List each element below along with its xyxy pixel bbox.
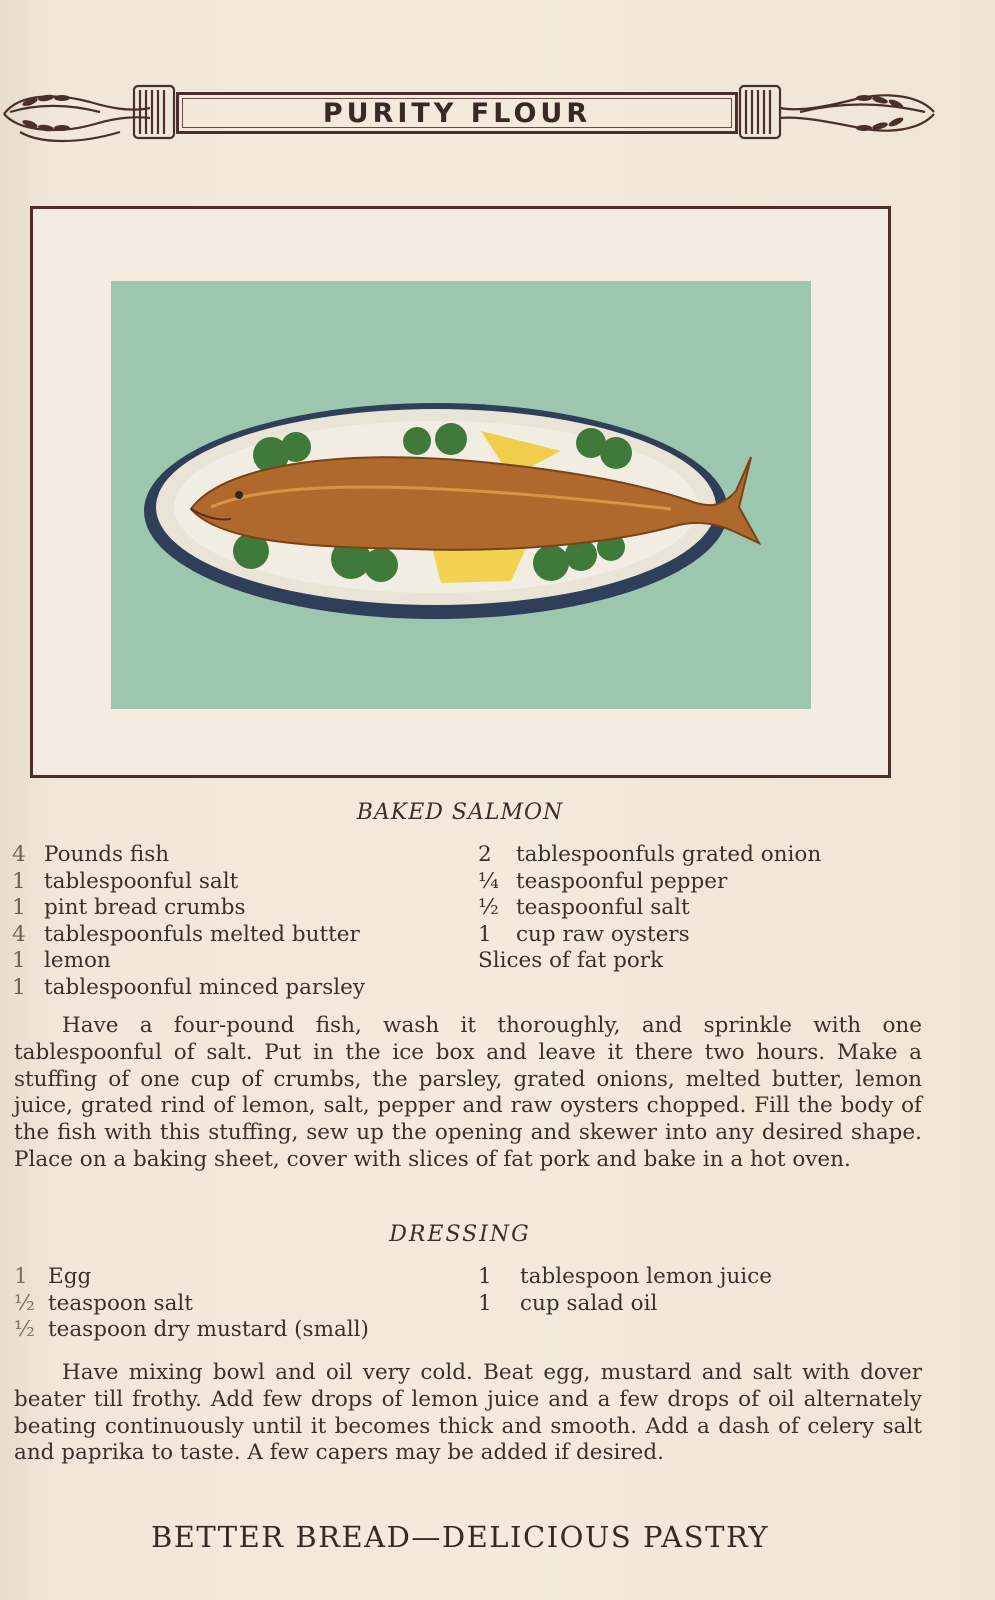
- ingredient-row: 2 tablespoonfuls grated onion: [478, 842, 822, 867]
- header-banner: [0, 72, 940, 152]
- dressing-ingredients-right: [478, 1264, 772, 1317]
- footer-slogan: BETTER BREAD—DELICIOUS PASTRY: [150, 1520, 770, 1554]
- dressing-instructions: Have mixing bowl and oil very cold. Beat egg, mustard and salt with dover beater till frothy. Add few drops of lemon juice and a few drops of oil alternately beating continuously until it becomes thick and smooth. Add a dash of celery salt and paprika to taste. A few capers may be added if desired.: [14, 1360, 922, 1466]
- ingredient-row: 1 tablespoon lemon juice: [478, 1264, 772, 1289]
- dressing-ingredients-left: [14, 1264, 369, 1344]
- recipe-title: BAKED SALMON: [356, 800, 564, 825]
- ingredient-row: ¼ teaspoonful pepper: [478, 868, 728, 894]
- ingredient-row: ½ teaspoonful salt: [478, 895, 690, 920]
- recipe-ingredients-left: [12, 842, 365, 1001]
- recipe-ingredients-right: [478, 842, 821, 975]
- ingredient-row: 1 tablespoonful minced parsley: [12, 974, 365, 1000]
- dressing-title: DRESSING: [389, 1222, 531, 1247]
- ingredient-row: 1 tablespoonful salt: [12, 868, 239, 894]
- ingredient-row: 1 cup salad oil: [478, 1290, 658, 1316]
- salmon-platter-icon: [111, 281, 811, 709]
- ingredient-row: 4 tablespoonfuls melted butter: [12, 921, 360, 947]
- ingredient-row: 1 pint bread crumbs: [12, 895, 246, 920]
- illustration-panel: [111, 281, 811, 709]
- banner-title: PURITY FLOUR: [322, 97, 592, 129]
- ingredient-row: 1 lemon: [12, 948, 111, 973]
- banner-title-box: [176, 92, 738, 134]
- ingredient-row: Slices of fat pork: [478, 948, 664, 973]
- illustration-frame: [30, 206, 891, 778]
- ingredient-row: ½ teaspoon dry mustard (small): [14, 1317, 369, 1342]
- ingredient-row: 4 Pounds fish: [12, 842, 170, 867]
- ingredient-row: 1 cup raw oysters: [478, 921, 690, 947]
- recipe-instructions: Have a four-pound fish, wash it thoroughly, and sprinkle with one tablespoonful of salt. Put in the ice box and leave it there two hours. Make a stuffing of one cup of crumbs, the parsley, grated onions, melted butter, lemon juice, grated rind of lemon, salt, pepper and raw oysters chopped. Fill the body of the fish with this stuffing, sew up the opening and skewer into any desired shape. Place on a baking sheet, cover with slices of fat pork and bake in a hot oven.: [14, 1013, 922, 1172]
- ingredient-row: 1 Egg: [14, 1264, 92, 1289]
- ingredient-row: ½ teaspoon salt: [14, 1290, 193, 1316]
